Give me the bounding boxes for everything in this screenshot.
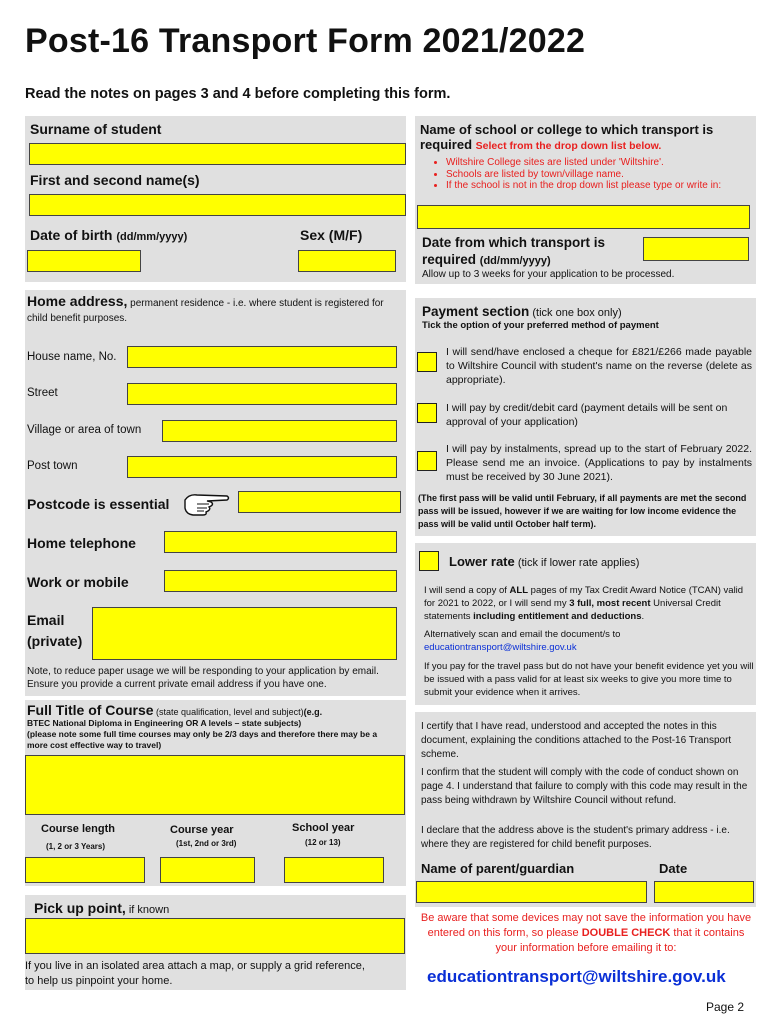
first-names-field[interactable] bbox=[29, 194, 406, 216]
school-year-note: (12 or 13) bbox=[305, 838, 341, 847]
pickup-note: If you live in an isolated area attach a map, or supply a grid reference, to help us pinpoint your home. bbox=[25, 960, 365, 987]
email-note: Note, to reduce paper usage we will be responding to your application by email. Ensure you provide a current private email address if you have one. bbox=[27, 666, 379, 690]
email-field[interactable] bbox=[92, 607, 397, 660]
date-from-note: Allow up to 3 weeks for your application to be processed. bbox=[422, 269, 675, 280]
postcode-label: Postcode is essential bbox=[27, 496, 170, 512]
lower-rate-tick: (tick if lower rate applies) bbox=[517, 557, 640, 569]
course-example: BTEC National Diploma in Engineering OR A levels – state subjects) bbox=[27, 718, 302, 728]
email-private-label: (private) bbox=[27, 633, 83, 649]
certify-text: I certify that I have read, understood and accepted the notes in this document, explaining the conditions attached to the Post-16 Transport scheme. bbox=[421, 721, 732, 760]
village-field[interactable] bbox=[162, 420, 397, 442]
home-telephone-label: Home telephone bbox=[27, 535, 136, 551]
email-label: Email bbox=[27, 612, 65, 628]
education-transport-email-link[interactable]: educationtransport@wiltshire.gov.uk bbox=[427, 967, 726, 986]
course-length-field[interactable] bbox=[25, 857, 145, 883]
payment-tick: (tick one box only) bbox=[532, 307, 622, 319]
tcan-incl: including entitlement and deductions bbox=[473, 611, 642, 622]
school-bullet-list bbox=[428, 157, 748, 192]
card-checkbox[interactable] bbox=[417, 403, 437, 423]
work-mobile-field[interactable] bbox=[164, 570, 397, 592]
postcode-field[interactable] bbox=[238, 491, 401, 513]
course-year-note: (1st, 2nd or 3rd) bbox=[176, 839, 237, 848]
tcan-mid: pages of my Tax Credit Award Notice (TCAN) valid for 2021 to 2022, or I will send my bbox=[424, 585, 744, 609]
post-town-field[interactable] bbox=[127, 456, 397, 478]
date-from-format: (dd/mm/yyyy) bbox=[479, 255, 551, 267]
date-from-label bbox=[422, 234, 642, 270]
pickup-label: Pick up point, bbox=[34, 900, 126, 916]
school-year-field[interactable] bbox=[284, 857, 384, 883]
dob-label bbox=[30, 227, 187, 243]
date-from-label-text: Date from which transport is required bbox=[422, 235, 606, 267]
course-title-label: Full Title of Course bbox=[27, 702, 154, 718]
tcan-text bbox=[424, 584, 752, 623]
street-label: Street bbox=[27, 387, 58, 399]
home-address-note: permanent residence - i.e. where student is registered for child benefit purposes. bbox=[27, 298, 384, 324]
payment-subtitle: Tick the option of your preferred method of payment bbox=[422, 320, 659, 331]
parent-guardian-field[interactable] bbox=[416, 881, 647, 903]
lower-rate-checkbox[interactable] bbox=[419, 551, 439, 571]
tcan-pre: I will send a copy of bbox=[424, 585, 510, 596]
home-telephone-field[interactable] bbox=[164, 531, 397, 553]
tcan-all: ALL bbox=[509, 585, 529, 596]
confirm-text: I confirm that the student will comply with the code of conduct shown on page 4. I understand that failure to comply with this code may result in the pass being withdrawn by Wiltshire Council without refund. bbox=[421, 767, 748, 806]
surname-label: Surname of student bbox=[30, 121, 162, 137]
course-title-note: (state qualification, level and subject) bbox=[156, 707, 304, 717]
street-field[interactable] bbox=[127, 383, 397, 405]
aware-2: that it contains your information before emailing it to: bbox=[495, 927, 745, 954]
payment-option-cheque: I will send/have enclosed a cheque for £821/£266 made payable to Wiltshire Council with student's name on the reverse (delete as appropriate). bbox=[446, 346, 752, 386]
payment-option-card: I will pay by credit/debit card (payment details will be sent on approval of your application) bbox=[446, 402, 728, 428]
surname-field[interactable] bbox=[29, 143, 406, 165]
house-label: House name, No. bbox=[27, 351, 117, 363]
payment-heading bbox=[422, 304, 622, 319]
declare-text: I declare that the address above is the student's primary address - i.e. where they are registered for child benefit purposes. bbox=[421, 825, 730, 850]
village-label: Village or area of town bbox=[27, 424, 142, 436]
page-number: Page 2 bbox=[706, 1000, 745, 1014]
post-town-label: Post town bbox=[27, 460, 78, 472]
pickup-known: if known bbox=[128, 904, 170, 916]
dob-label-text: Date of birth bbox=[30, 227, 113, 243]
pointing-hand-icon bbox=[183, 490, 231, 523]
sex-label: Sex (M/F) bbox=[300, 227, 363, 243]
pickup-field[interactable] bbox=[25, 918, 405, 954]
dob-format: (dd/mm/yyyy) bbox=[116, 231, 188, 243]
course-length-label: Course length bbox=[41, 823, 115, 835]
aware-message bbox=[416, 911, 756, 956]
pickup-heading bbox=[34, 900, 169, 916]
date-label: Date bbox=[659, 861, 688, 876]
school-year-label: School year bbox=[292, 822, 355, 834]
first-pass-note: (The first pass will be valid until February, if all payments are met the second pass will be issued, however if we are waiting for low income evidence the pass will be valid until October half term). bbox=[418, 493, 747, 529]
school-bullet: • Wiltshire College sites are listed under 'Wiltshire'. bbox=[446, 157, 748, 169]
lower-rate-heading bbox=[449, 554, 639, 569]
tcan-mid2: Universal Credit statements bbox=[424, 598, 721, 622]
tcan-3: 3 full, most recent bbox=[569, 598, 651, 609]
school-bullet: • If the school is not in the drop down list please type or write in: bbox=[446, 180, 748, 192]
course-length-note: (1, 2 or 3 Years) bbox=[46, 842, 105, 851]
parent-guardian-label: Name of parent/guardian bbox=[421, 861, 575, 876]
aware-1: Be aware that some devices may not save the information you have entered on this form, so please bbox=[420, 912, 752, 939]
course-title-field[interactable] bbox=[25, 755, 405, 815]
work-mobile-label: Work or mobile bbox=[27, 574, 129, 590]
school-field[interactable] bbox=[417, 205, 750, 229]
house-field[interactable] bbox=[127, 346, 397, 368]
no-evidence-note: If you pay for the travel pass but do not have your benefit evidence yet you will be issued with a pass valid for at least six weeks to give you more time to submit your evidence when it arrives. bbox=[424, 661, 754, 698]
lower-rate-label: Lower rate bbox=[449, 554, 515, 569]
first-names-label: First and second name(s) bbox=[30, 172, 200, 188]
school-heading bbox=[420, 122, 755, 154]
dob-field[interactable] bbox=[27, 250, 141, 272]
home-address-heading bbox=[27, 294, 405, 326]
course-warning: (please note some full time courses may only be 2/3 days and therefore there may be a more cost effective way to travel) bbox=[27, 729, 378, 750]
school-label: Name of school or college to which transport is required bbox=[420, 122, 714, 152]
tcan-end: . bbox=[641, 611, 645, 622]
course-title-heading bbox=[27, 702, 322, 718]
alt-email-link[interactable]: educationtransport@wiltshire.gov.uk bbox=[424, 642, 577, 653]
aware-double-check: DOUBLE CHECK bbox=[581, 927, 671, 939]
course-year-label: Course year bbox=[170, 824, 234, 836]
date-from-field[interactable] bbox=[643, 237, 749, 261]
sex-field[interactable] bbox=[298, 250, 396, 272]
page-subtitle: Read the notes on pages 3 and 4 before completing this form. bbox=[25, 86, 451, 102]
declaration-date-field[interactable] bbox=[654, 881, 754, 903]
course-year-field[interactable] bbox=[160, 857, 255, 883]
alt-scan-text: Alternatively scan and email the document/s to bbox=[424, 629, 621, 640]
instalments-checkbox[interactable] bbox=[417, 451, 437, 471]
payment-label: Payment section bbox=[422, 304, 530, 319]
page-title: Post-16 Transport Form 2021/2022 bbox=[25, 22, 586, 60]
cheque-checkbox[interactable] bbox=[417, 352, 437, 372]
payment-option-instalments: I will pay by instalments, spread up to the start of February 2022. Please send me an invoice. (Applications to pay by instalments must be received by 30 June 2021). bbox=[446, 443, 752, 483]
course-title-eg: (e.g. bbox=[303, 707, 323, 717]
school-select-note: Select from the drop down list below. bbox=[475, 140, 662, 152]
school-bullet: • Schools are listed by town/village name. bbox=[446, 169, 748, 181]
home-address-label: Home address, bbox=[27, 293, 128, 309]
